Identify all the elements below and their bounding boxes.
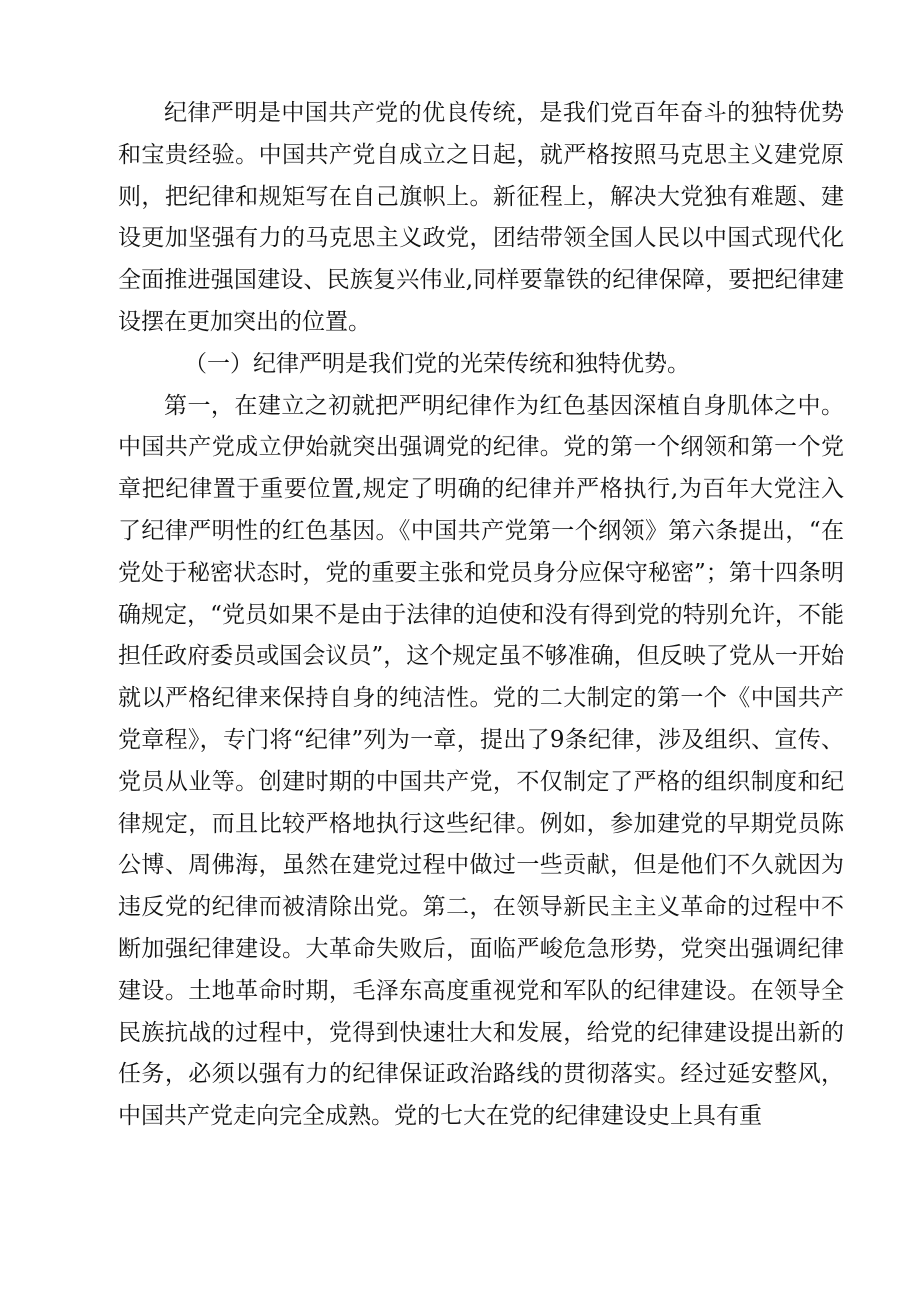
section-heading: （一）纪律严明是我们党的光荣传统和独特优势。 [184, 350, 690, 377]
paragraph-intro: 纪律严明是中国共产党的优良传统，是我们党百年奋斗的独特优势和宝贵经验。中国共产党自成立之日起，就严格按照马克思主义建党原则，把纪律和规矩写在自己旗帜上。新征程上，解决大党独有难题、建设更加坚强有力的马克思主义政党，团结带领全国人民以中国式现代化全面推进强国建设、民族复兴伟业,同样要靠铁的纪律保障，要把纪律建设摆在更加突出的位置。 [118, 100, 844, 335]
document-body [118, 93, 844, 1138]
paragraph-history: 第一，在建立之初就把严明纪律作为红色基因深植自身肌体之中。中国共产党成立伊始就突出强调党的纪律。党的第一个纲领和第一个党章把纪律置于重要位置,规定了明确的纪律并严格执行,为百年大党注入了纪律严明性的红色基因。《中国共产党第一个纲领》第六条提出，“在党处于秘密状态时，党的重要主张和党员身分应保守秘密”；第十四条明确规定，“党员如果不是由于法律的迫使和没有得到党的特别允许，不能担任政府委员或国会议员”，这个规定虽不够准确，但反映了党从一开始就以严格纪律来保持自身的纯洁性。党的二大制定的第一个《中国共产党章程》，专门将“纪律”列为一章，提出了9条纪律，涉及组织、宣传、党员从业等。创建时期的中国共产党，不仅制定了严格的组织制度和纪律规定，而且比较严格地执行这些纪律。例如，参加建党的早期党员陈公博、周佛海，虽然在建党过程中做过一些贡献，但是他们不久就因为违反党的纪律而被清除出党。第二，在领导新民主主义革命的过程中不断加强纪律建设。大革命失败后，面临严峻危急形势，党突出强调纪律建设。土地革命时期，毛泽东高度重视党和军队的纪律建设。在领导全民族抗战的过程中，党得到快速壮大和发展，给党的纪律建设提出新的任务，必须以强有力的纪律保证政治路线的贯彻落实。经过延安整风，中国共产党走向完全成熟。党的七大在党的纪律建设史上具有重 [118, 392, 844, 1130]
